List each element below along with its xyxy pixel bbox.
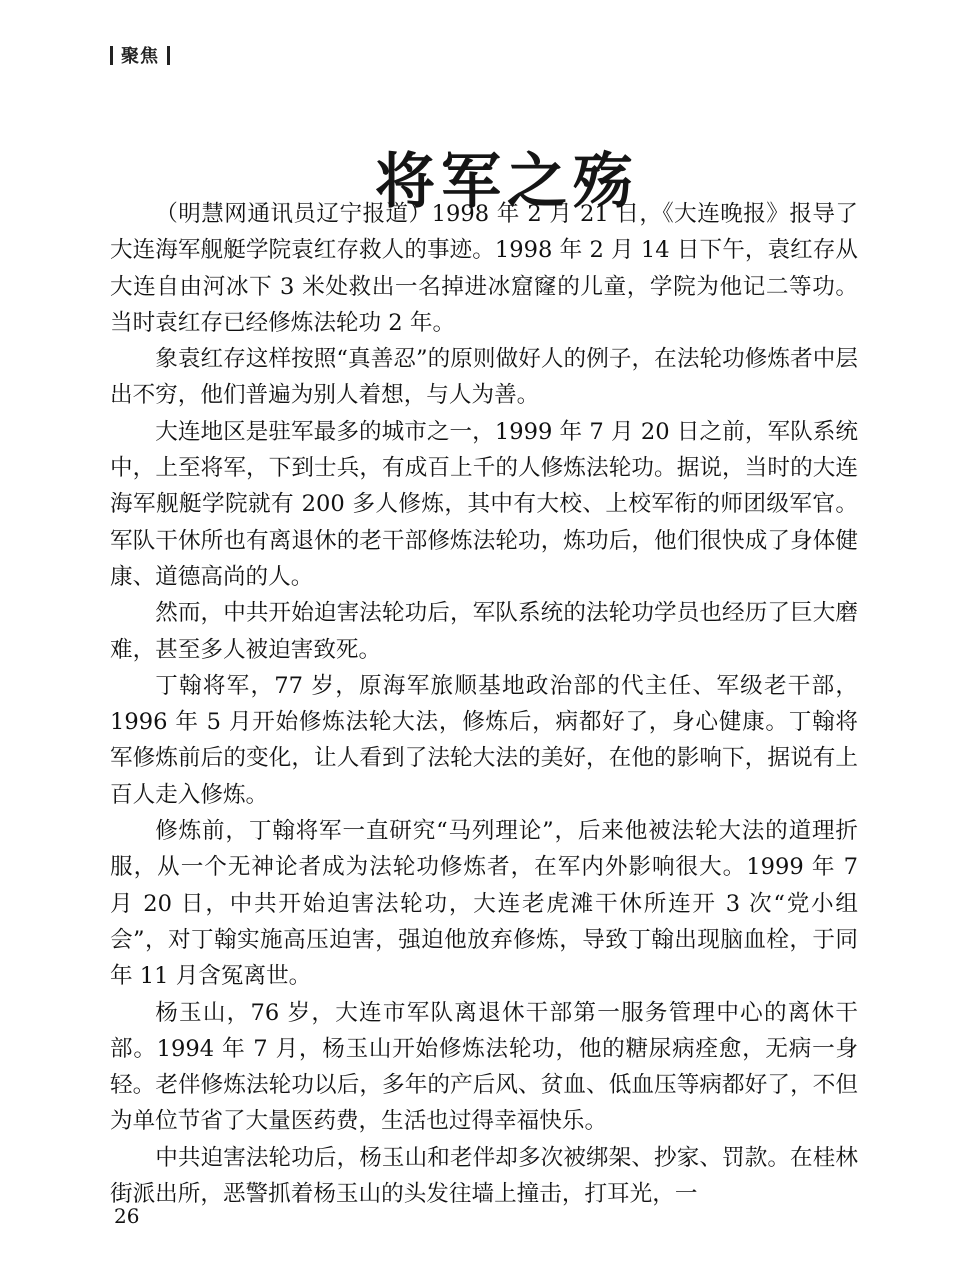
article-paragraph: 象袁红存这样按照“真善忍”的原则做好人的例子，在法轮功修炼者中层出不穷，他们普遍为别人着想，与人为善。 <box>110 346 858 409</box>
article-paragraph: 然而，中共开始迫害法轮功后，军队系统的法轮功学员也经历了巨大磨难，甚至多人被迫害致死。 <box>110 600 858 663</box>
section-tag-left-bar <box>110 46 113 65</box>
article-paragraph: （明慧网通讯员辽宁报道）1998 年 2 月 21 日，《大连晚报》报导了大连海军舰艇学院袁红存救人的事迹。1998 年 2 月 14 日下午，袁红存从大连自由河冰下 3 米处救出一名掉进冰窟窿的儿童，学院为他记二等功。当时袁红存已经修炼法轮功 2 年。 <box>110 201 858 336</box>
article-paragraph: 丁翰将军，77 岁，原海军旅顺基地政治部的代主任、军级老干部，1996 年 5 月开始修炼法轮大法，修炼后，病都好了，身心健康。丁翰将军修炼前后的变化，让人看到了法轮大法的美好，在他的影响下，据说有上百人走入修炼。 <box>110 672 858 808</box>
section-tag-right-bar <box>167 46 170 65</box>
article-title: 将军之殇 <box>375 147 639 218</box>
article-paragraph: 中共迫害法轮功后，杨玉山和老伴却多次被绑架、抄家、罚款。在桂林街派出所，恶警抓着杨玉山的头发往墙上撞击，打耳光，一 <box>110 1144 858 1208</box>
article-paragraph: 修炼前，丁翰将军一直研究“马列理论”，后来他被法轮大法的道理折服，从一个无神论者成为法轮功修炼者，在军内外影响很大。1999 年 7 月 20 日，中共开始迫害法轮功，大连老虎滩干休所连开 3 次“党小组会”，对丁翰实施高压迫害，强迫他放弃修炼，导致丁翰出现脑血栓，于同年 11 月含冤离世。 <box>110 818 858 990</box>
article-body <box>110 196 858 1212</box>
article-paragraph: 大连地区是驻军最多的城市之一，1999 年 7 月 20 日之前，军队系统中，上至将军，下到士兵，有成百上千的人修炼法轮功。据说，当时的大连海军舰艇学院就有 200 多人修炼，其中有大校、上校军衔的师团级军官。军队干休所也有离退休的老干部修炼法轮功，炼功后，他们很快成了身体健康、道德高尚的人。 <box>110 418 858 590</box>
article-paragraph: 杨玉山，76 岁，大连市军队离退休干部第一服务管理中心的离休干部。1994 年 7 月，杨玉山开始修炼法轮功，他的糖尿病痊愈，无病一身轻。老伴修炼法轮功以后，多年的产后风、贫血、低血压等病都好了，不但为单位节省了大量医药费，生活也过得幸福快乐。 <box>110 999 858 1135</box>
section-tag-label: 聚焦 <box>121 46 159 67</box>
page-number: 26 <box>114 1204 140 1228</box>
section-tag <box>110 42 170 68</box>
